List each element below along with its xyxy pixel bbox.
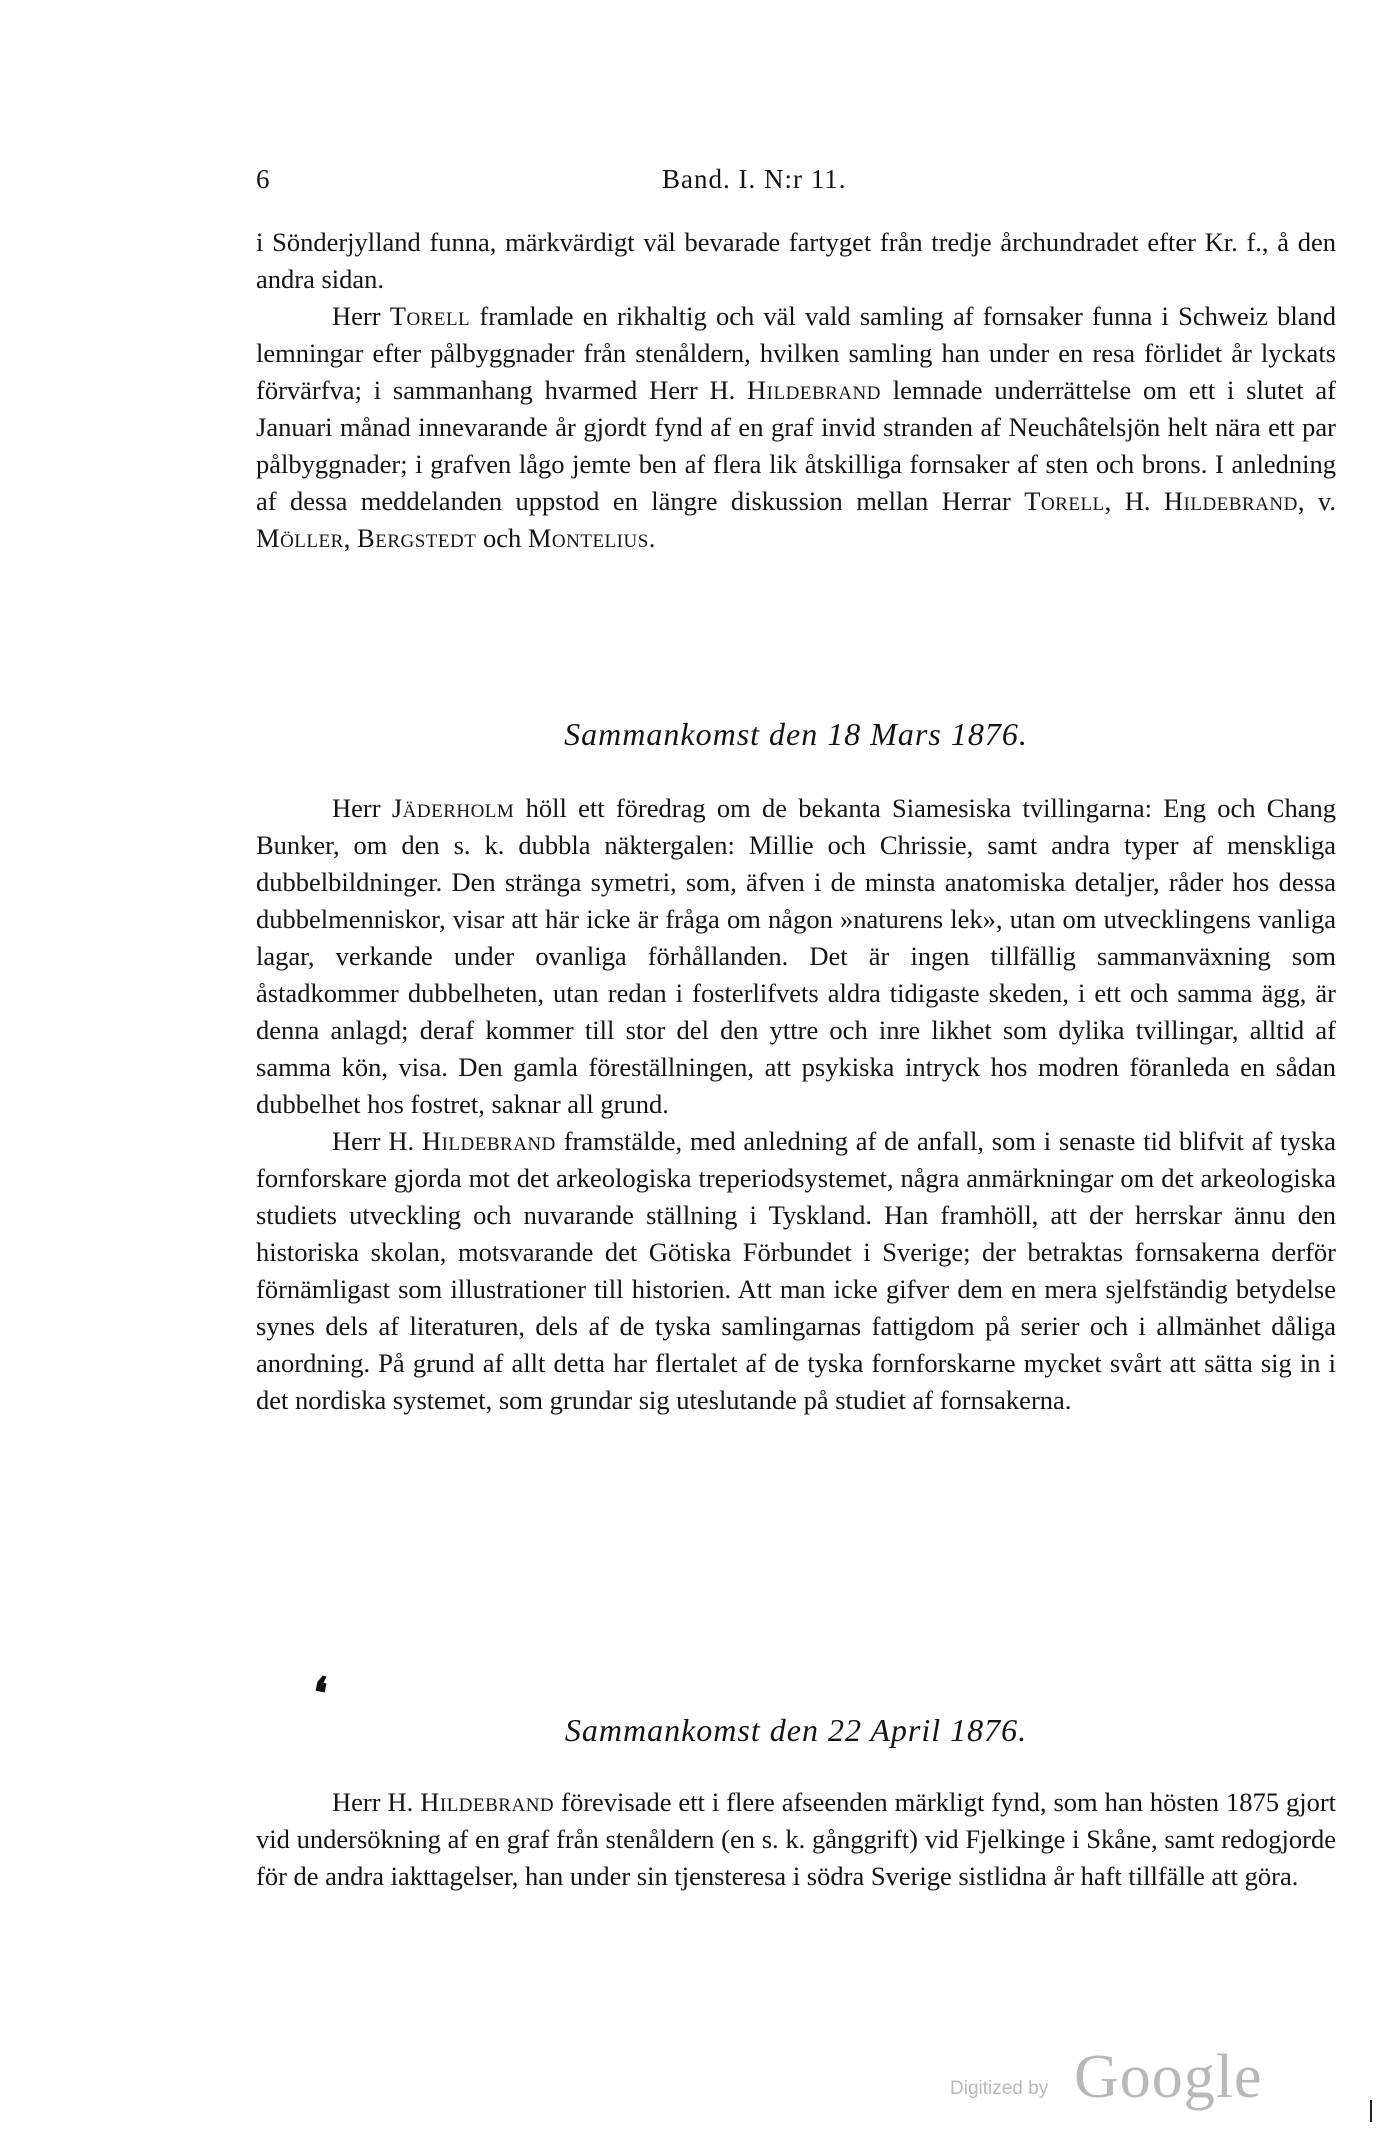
text-run: , xyxy=(343,523,358,553)
text-run: Herr xyxy=(332,301,390,331)
ink-blot-mark: ❛ xyxy=(307,1668,332,1719)
section-body xyxy=(256,1784,1336,1895)
paragraph: i Sönderjylland funna, märkvärdigt väl bevarade fartyget från tredje årchundradet efter Kr. f., å den andra sidan. xyxy=(256,227,1336,294)
text-run: framstälde, med anledning af de anfall, som i senaste tid blifvit af tyska fornforskare gjorda mot det arkeologiska treperiodsystemet, några anmärkningar om det arkeologiska studiets utveckling och nuvarande ställning i Tyskland. Han framhöll, att der herrskar ännu den historiska skolan, motsvarande det Götiska Förbundet i Sverige; der betraktas fornsakerna derför förnämligast som illustrationer till historien. Att man icke gifver dem en mera sjelfständig betydelse synes dels af literaturen, dels af de tyska samlingarnas fattigdom på serier och i allmänhet dåliga anordning. På grund af allt detta har flertalet af de tyska fornforskarne mycket svårt att sätta sig in i det nordiska systemet, som grundar sig uteslutande på studiet af fornsakerna. xyxy=(256,1126,1336,1415)
section-body xyxy=(256,790,1336,1419)
text-run: , v. xyxy=(1297,486,1337,516)
paragraph xyxy=(256,1784,1336,1895)
person-name: Hildebrand xyxy=(421,1126,556,1156)
section-heading: Sammankomst den 22 April 1876. xyxy=(564,1712,1028,1748)
person-name: Montelius xyxy=(527,523,649,553)
person-name: Hildebrand xyxy=(420,1787,555,1817)
text-run: framlade en rikhaltig och väl vald samling af fornsaker funna i Schweiz bland lemningar efter pålbyggnader från stenåldern, hvilken samling han under en resa förlidet år lyckats förvärfva; i sammanhang hvarmed Herr H. xyxy=(256,301,1336,405)
page-number: 6 xyxy=(256,164,270,194)
text-run: Herr H. xyxy=(332,1126,422,1156)
text-run: förevisade ett i flere afseenden märkligt fynd, som han hösten 1875 gjort vid undersökning af en graf från stenåldern (en s. k. gånggrift) vid Fjelkinge i Skåne, samt redogjorde för de andra iakttagelser, han under sin tjensteresa i södra Sverige sistlidna år haft tillfälle att göra. xyxy=(256,1787,1337,1891)
person-name: Hildebrand xyxy=(1163,486,1298,516)
text-run: . xyxy=(648,523,656,553)
person-name: Bergstedt xyxy=(357,523,477,553)
person-name: Torell xyxy=(1024,486,1105,516)
text-run: , H. xyxy=(1104,486,1164,516)
running-title: Band. I. N:r 11. xyxy=(662,164,847,194)
google-logo: Google xyxy=(1074,2043,1263,2111)
text-run: höll ett föredrag om de bekanta Siamesiska tvillingarna: Eng och Chang Bunker, om den s. k. dubbla näktergalen: Millie och Chrissie, samt andra typer af menskliga dubbelbildninger. Den stränga symetri, som, äfven i de minsta anatomiska detaljer, råder hos dessa dubbelmenniskor, visar att här icke är fråga om någon »naturens lek», utan om utvecklingens vanliga lagar, verkande under ovanliga förhållanden. Det är ingen tillfällig sammanväxning som åstadkommer dubbelheten, utan redan i fosterlifvets aldra tidigaste skeden, i ett och samma ägg, är denna anlagd; deraf kommer till stor del den yttre och inre likhet som dylika tvillingar, alltid af samma kön, visa. Den gamla föreställningen, att psykiska intryck hos modren föranleda en sådan dubbelhet hos fostret, saknar all grund. xyxy=(256,793,1336,1119)
text-run: lemnade underrättelse om ett i slutet af Januari månad innevarande år gjordt fynd af en graf invid stranden af Neuchâtelsjön helt nära ett par pålbyggnader; i grafven lågo jemte ben af flera lik åtskilliga fornsaker af sten och brons. I anledning af dessa meddelanden uppstod en längre diskussion mellan Herrar xyxy=(256,375,1336,516)
opening-text xyxy=(256,224,1336,557)
text-run: Herr xyxy=(332,793,392,823)
edge-mark xyxy=(1370,2100,1372,2122)
person-name: Jäderholm xyxy=(391,793,515,823)
paragraph xyxy=(256,790,1336,1123)
person-name: Hildebrand xyxy=(747,375,881,405)
section-heading: Sammankomst den 18 Mars 1876. xyxy=(564,716,1028,752)
person-name: Torell xyxy=(389,301,471,331)
page-header xyxy=(256,164,1336,204)
paragraph xyxy=(256,1123,1336,1419)
person-name: Möller xyxy=(256,523,344,553)
text-run: och xyxy=(476,523,528,553)
paragraph xyxy=(256,298,1336,557)
watermark-caption: Digitized by xyxy=(950,2078,1049,2099)
text-run: Herr H. xyxy=(332,1787,421,1817)
